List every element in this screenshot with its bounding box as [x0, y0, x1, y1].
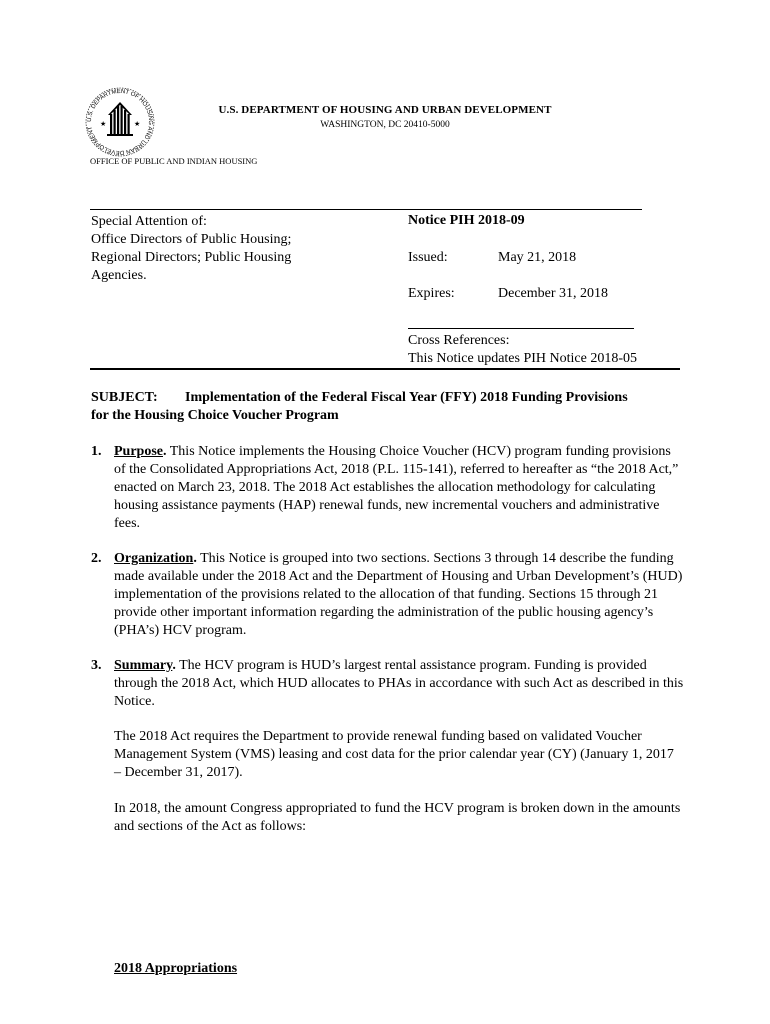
section-number: 2. [91, 551, 102, 566]
attention-line: Regional Directors; Public Housing [91, 250, 292, 265]
cross-references [408, 332, 637, 368]
section-heading: Organization [114, 551, 194, 566]
section-heading: Summary [114, 658, 173, 673]
svg-text:★: ★ [100, 120, 107, 128]
svg-text:U.S. DEPARTMENT OF HOUSING AND: U.S. DEPARTMENT OF HOUSING AND URBAN DEVELOPMENT [86, 88, 154, 156]
attention-line: Agencies. [91, 268, 147, 283]
agency-name: U.S. DEPARTMENT OF HOUSING AND URBAN DEVELOPMENT [218, 104, 552, 116]
hud-seal-icon [84, 86, 156, 158]
section-number: 1. [91, 444, 102, 459]
divider-thick [90, 368, 680, 370]
expires-date: December 31, 2018 [498, 286, 609, 301]
subject-line: Implementation of the Federal Fiscal Year (FFY) 2018 Funding Provisions [185, 390, 628, 405]
divider-top [90, 209, 642, 210]
divider-short [408, 328, 634, 329]
appropriations-heading: 2018 Appropriations [114, 961, 238, 976]
section-number: 3. [91, 658, 102, 673]
issued-date: May 21, 2018 [498, 250, 577, 265]
agency-address: WASHINGTON, DC 20410-5000 [320, 120, 450, 130]
section-purpose: 1. Purpose. This Notice implements the Housing Choice Voucher (HCV) program funding provisions of the Consolidated Appropriations Act, 2018 (P.L. 115-141), referred to hereafter as “the 2018 Act,” enacted on March 23, 2018. The 2018 Act establishes the allocation methodology for calculating housing assistance payments (HAP) renewal funds, new incremental vouchers and administrative fees. [91, 444, 679, 531]
notice-number: Notice PIH 2018-09 [408, 213, 525, 228]
subject [91, 389, 691, 425]
section-heading: Purpose [114, 444, 163, 459]
paragraph: The 2018 Act requires the Department to provide renewal funding based on validated Voucher Management System (VMS) leasing and cost data for the prior calendar year (CY) (January 1, 2017 – December 31, 2017). [114, 729, 674, 780]
paragraph: In 2018, the amount Congress appropriated to fund the HCV program is broken down in the amounts and sections of the Act as follows: [114, 801, 681, 834]
section-summary: 3. Summary. The HCV program is HUD’s largest rental assistance program. Funding is provided through the 2018 Act, which HUD allocates to PHAs in accordance with such Act as described in this Notice. [91, 658, 684, 709]
xref-label: Cross References: [408, 333, 510, 348]
section-text: This Notice is grouped into two sections. Sections 3 through 14 describe the funding made available under the 2018 Act and the Department of Housing and Urban Development’s (HUD) implementation of the provisions related to the allocation of that funding. Sections 15 through 21 provide other important information regarding the administration of the public housing agency’s (PHA’s) HCV program. [114, 551, 683, 638]
section-text: The HCV program is HUD’s largest rental assistance program. Funding is provided through the 2018 Act, which HUD allocates to PHAs in accordance with such Act as described in this Notice. [114, 658, 684, 709]
section-organization: 2. Organization. This Notice is grouped into two sections. Sections 3 through 14 describe the funding made available under the 2018 Act and the Department of Housing and Urban Development’s (HUD) implementation of the provisions related to the allocation of that funding. Sections 15 through 21 provide other important information regarding the administration of the public housing agency’s (PHA’s) HCV program. [91, 551, 683, 638]
special-attention [91, 213, 391, 285]
issued-label: Issued: [408, 250, 448, 265]
xref-value: This Notice updates PIH Notice 2018-05 [408, 351, 638, 366]
svg-text:★: ★ [134, 120, 141, 128]
expires-label: Expires: [408, 286, 455, 301]
section-text: This Notice implements the Housing Choice Voucher (HCV) program funding provisions of the Consolidated Appropriations Act, 2018 (P.L. 115-141), referred to hereafter as “the 2018 Act,” enacted on March 23, 2018. The 2018 Act establishes the allocation methodology for calculating housing assistance payments (HAP) renewal funds, new incremental vouchers and administrative fees. [114, 444, 679, 531]
attention-label: Special Attention of: [91, 214, 207, 229]
subject-label: SUBJECT: [91, 390, 158, 405]
subject-line: for the Housing Choice Voucher Program [91, 408, 339, 423]
attention-line: Office Directors of Public Housing; [91, 232, 292, 247]
office-name: OFFICE OF PUBLIC AND INDIAN HOUSING [90, 156, 258, 166]
